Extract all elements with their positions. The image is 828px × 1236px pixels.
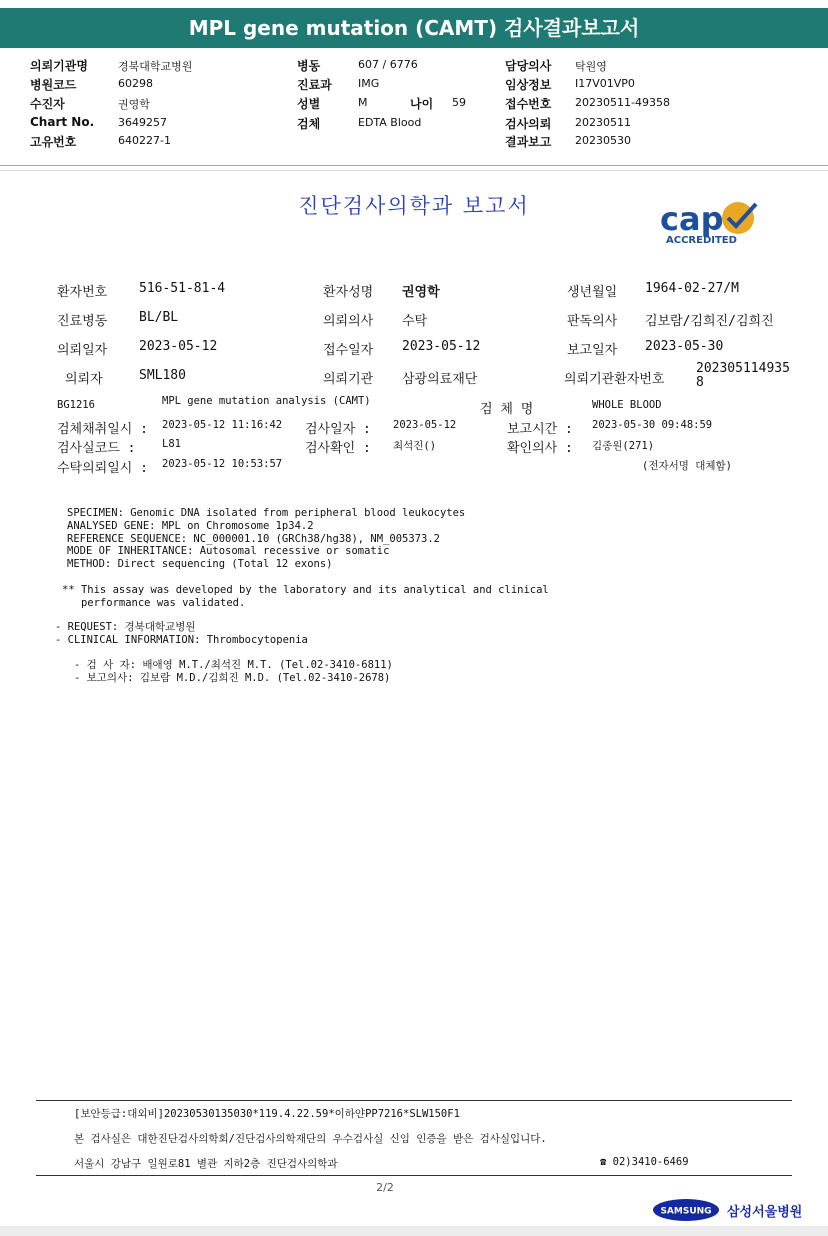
header-value: 607 / 6776	[358, 58, 418, 71]
body-line: MODE OF INHERITANCE: Autosomal recessive or somatic	[67, 545, 390, 558]
header-value: 3649257	[118, 116, 167, 129]
body-line: performance was validated.	[62, 596, 246, 609]
body-line: - REQUEST: 경북대학교병원	[55, 621, 196, 633]
test-name: MPL gene mutation analysis (CAMT)	[162, 395, 371, 407]
page-number: 2/2	[376, 1181, 394, 1194]
page-title: MPL gene mutation (CAMT) 검사결과보고서	[0, 8, 828, 48]
body-line: ANALYSED GENE: MPL on Chromosome 1p34.2	[67, 519, 314, 532]
certification-line: 본 검사실은 대한진단검사의학회/진단검사의학재단의 우수검사실 신임 인증을 받은 검사실입니다.	[74, 1133, 547, 1145]
phone-icon: ☎	[600, 1156, 607, 1168]
header-divider	[0, 165, 828, 166]
header-value: I17V01VP0	[575, 77, 635, 90]
collect-time-value: 2023-05-12 11:16:42	[162, 419, 283, 431]
report-label: 환자성명	[323, 285, 374, 300]
samsung-logo	[652, 1198, 720, 1222]
header-label: 의뢰기관명	[30, 59, 88, 73]
body-line: - 검 사 자: 배애영 M.T./최석진 M.T. (Tel.02-3410-6811)	[74, 659, 393, 671]
confirm-doctor-label: 확인의사 :	[507, 441, 573, 456]
report-label: 접수일자	[323, 343, 374, 358]
page-bottom-band	[0, 1226, 828, 1236]
header-value: 60298	[118, 77, 153, 90]
report-value: 2023-05-12	[139, 339, 218, 354]
header-label: Chart No.	[30, 115, 95, 129]
address-line: 서울시 강남구 일원로81 별관 지하2층 진단검사의학과	[74, 1158, 338, 1170]
test-code: BG1216	[57, 399, 95, 411]
header-value: M	[358, 96, 368, 109]
validation-note	[62, 584, 549, 610]
header-label: 진료과	[297, 78, 332, 92]
header-value: 경북대학교병원	[118, 60, 193, 73]
footer-top-rule	[36, 1100, 792, 1101]
hospital-name: 삼성서울병원	[727, 1205, 803, 1220]
consign-time-label: 수탁의뢰일시 :	[57, 461, 149, 476]
test-date-value: 2023-05-12	[393, 419, 457, 431]
esign-note: (전자서명 대체함)	[642, 460, 732, 472]
header-label: 병동	[297, 59, 321, 73]
specimen-label: 검 체 명	[480, 402, 534, 417]
samsung-logo-text: SAMSUNG	[660, 1206, 712, 1217]
report-label: 보고일자	[567, 343, 618, 358]
consign-time-value: 2023-05-12 10:53:57	[162, 458, 283, 470]
header-value: 탁원영	[575, 60, 607, 73]
header-value: 20230511	[575, 116, 631, 129]
header-label: 접수번호	[505, 97, 552, 111]
report-value: 8	[696, 375, 704, 390]
security-line: [보안등급:대외비]20230530135030*119.4.22.59*이하얀PP7216*SLW150F1	[74, 1108, 460, 1120]
header-value: EDTA Blood	[358, 116, 422, 129]
cap-logo-text: cap	[660, 200, 724, 238]
report-value: 수탁	[402, 314, 428, 329]
test-confirm-label: 검사확인 :	[305, 441, 371, 456]
report-time-label: 보고시간 :	[507, 422, 573, 437]
report-label: 의뢰기관	[323, 372, 374, 387]
body-line: - 보고의사: 김보람 M.D./김희진 M.D. (Tel.02-3410-2678)	[74, 671, 391, 684]
footer-bottom-rule	[36, 1175, 792, 1176]
collect-time-label: 검체채취일시 :	[57, 422, 149, 437]
header-label: 검사의뢰	[505, 117, 552, 131]
cap-accredited-logo	[656, 196, 766, 248]
phone-number: 02)3410-6469	[612, 1156, 689, 1168]
confirm-doctor-value: 김종원(271)	[592, 440, 655, 452]
header-label: 결과보고	[505, 135, 552, 149]
age-value: 59	[452, 96, 466, 109]
header-label: 수진자	[30, 97, 65, 111]
report-label: 의뢰자	[65, 372, 103, 387]
report-value: 1964-02-27/M	[645, 281, 739, 296]
body-line: - CLINICAL INFORMATION: Thrombocytopenia	[55, 633, 308, 646]
header-label: 임상정보	[505, 78, 552, 92]
report-value: BL/BL	[139, 310, 179, 325]
report-value: 516-51-81-4	[139, 281, 226, 296]
report-value: 삼광의료재단	[402, 372, 478, 387]
specimen-value: WHOLE BLOOD	[592, 399, 662, 411]
report-label: 생년월일	[567, 285, 618, 300]
header-label: 성별	[297, 97, 321, 111]
report-value: 2023-05-30	[645, 339, 724, 354]
header-value: 20230511-49358	[575, 96, 670, 109]
report-label: 의뢰의사	[323, 314, 374, 329]
header-label: 검체	[297, 117, 321, 131]
test-date-label: 검사일자 :	[305, 422, 371, 437]
report-label: 의뢰기관환자번호	[564, 372, 665, 387]
body-line: ** This assay was developed by the laboratory and its analytical and clinical	[62, 584, 549, 596]
header-value: 권영학	[118, 98, 150, 111]
report-value: 권영학	[402, 285, 440, 300]
report-time-value: 2023-05-30 09:48:59	[592, 419, 713, 431]
report-label: 진료병동	[57, 314, 108, 329]
request-block	[55, 621, 308, 647]
report-value: 202305114935	[696, 361, 790, 376]
report-label: 의뢰일자	[57, 343, 108, 358]
staff-block	[74, 659, 393, 685]
body-line: SPECIMEN: Genomic DNA isolated from peripheral blood leukocytes	[67, 507, 466, 519]
body-line: REFERENCE SEQUENCE: NC_000001.10 (GRCh38/hg38), NM_005373.2	[67, 532, 440, 545]
cap-logo-sub: ACCREDITED	[666, 235, 737, 246]
report-label: 환자번호	[57, 285, 108, 300]
header-value: 20230530	[575, 134, 631, 147]
header-value: IMG	[358, 77, 380, 90]
header-label: 담당의사	[505, 59, 552, 73]
header-value: 640227-1	[118, 134, 171, 147]
header-label: 고유번호	[30, 135, 77, 149]
report-value: 김보람/김희진/김희진	[645, 314, 774, 329]
method-block	[67, 507, 465, 571]
body-line: METHOD: Direct sequencing (Total 12 exons)	[67, 558, 333, 571]
header-divider-shadow	[0, 170, 828, 171]
report-label: 판독의사	[567, 314, 618, 329]
test-confirm-value: 최석진()	[393, 440, 437, 452]
age-label: 나이	[410, 97, 434, 111]
phone-line	[600, 1156, 689, 1168]
lab-code-value: L81	[162, 438, 181, 450]
report-value: 2023-05-12	[402, 339, 481, 354]
header-label: 병원코드	[30, 78, 77, 92]
lab-code-label: 검사실코드 :	[57, 441, 136, 456]
report-title: 진단검사의학과 보고서	[298, 194, 530, 218]
report-value: SML180	[139, 368, 186, 383]
